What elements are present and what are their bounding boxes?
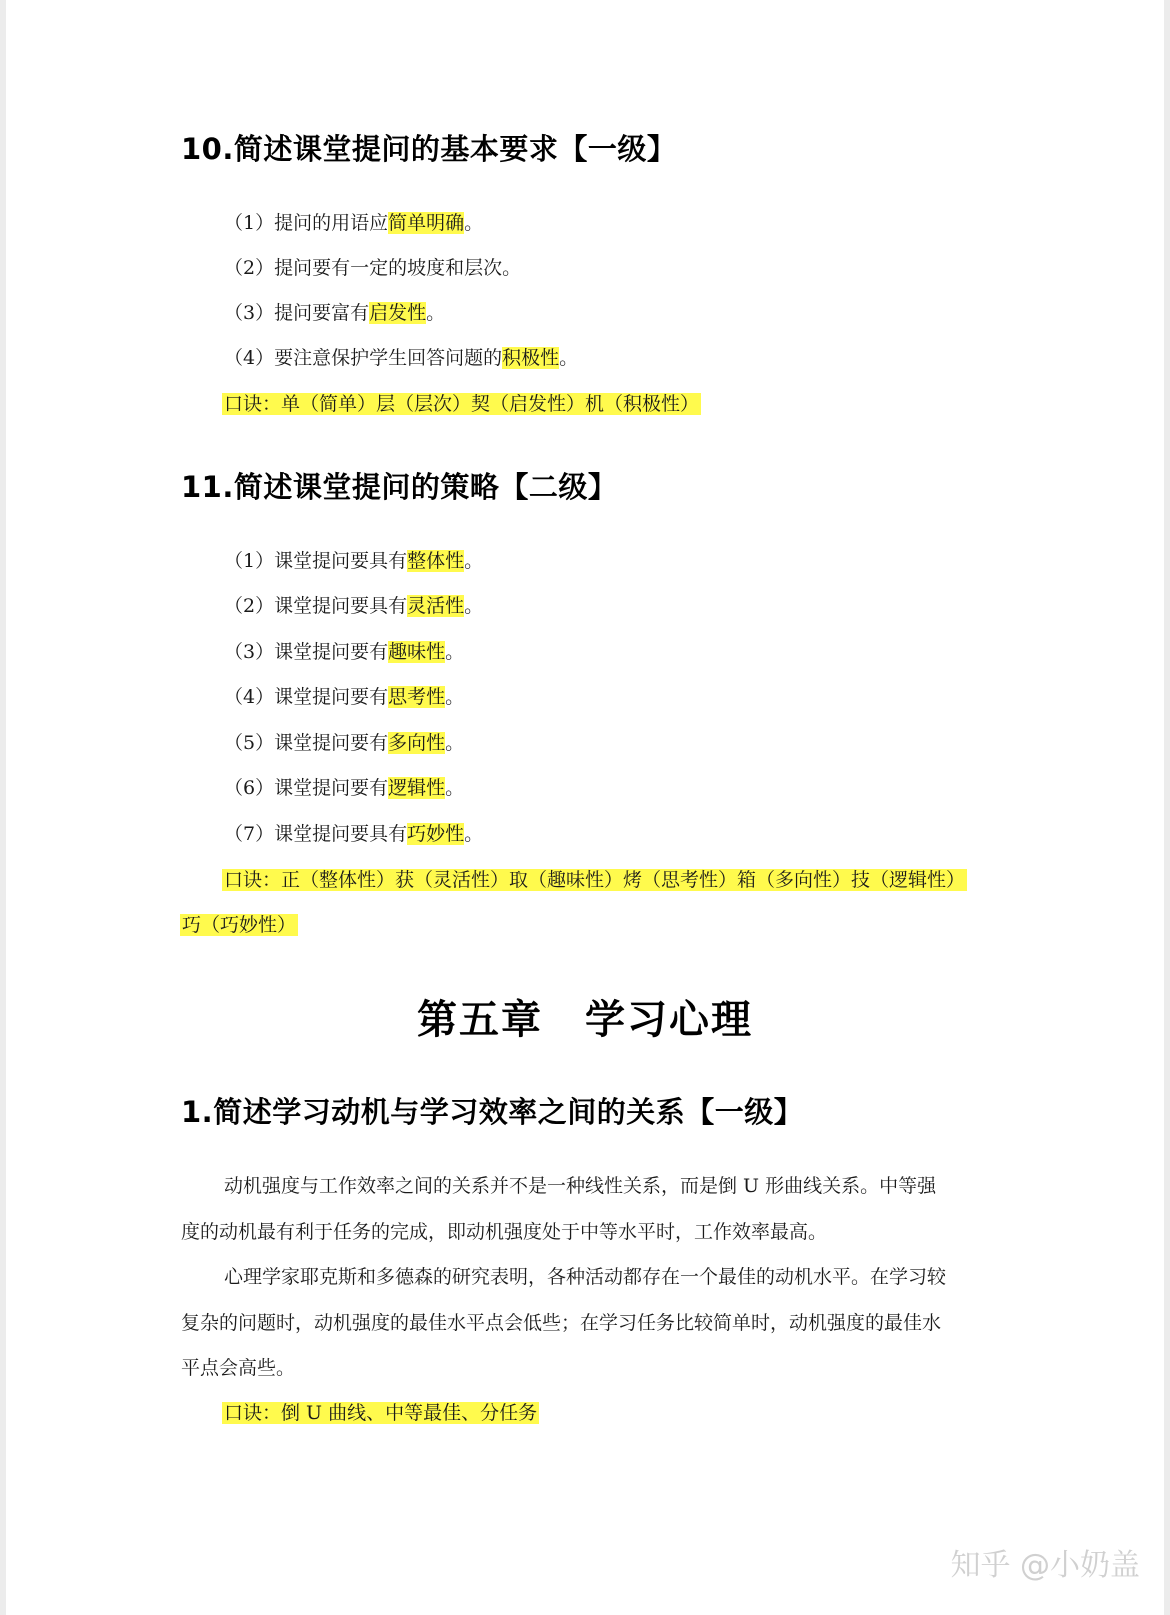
item-punct: 。: [445, 777, 465, 799]
item-text: （6）课堂提问要有: [224, 777, 389, 799]
s10-mnemonic: [222, 391, 701, 417]
item-text: （2）提问要有一定的坡度和层次。: [224, 257, 522, 279]
s10-item-1: [224, 210, 483, 236]
s11-mnemonic-line-2: [180, 912, 298, 938]
item-punct: 。: [559, 347, 579, 369]
item-punct: 。: [464, 823, 484, 845]
s1-mnemonic: [222, 1400, 539, 1426]
mnemonic-text: 口诀：倒 U 曲线、中等最佳、分任务: [224, 1402, 538, 1424]
s1-paragraph-1-line-2: 度的动机最有利于任务的完成，即动机强度处于中等水平时，工作效率最高。: [181, 1221, 828, 1243]
item-text: （2）课堂提问要具有: [224, 595, 408, 617]
item-text: （7）课堂提问要具有: [224, 823, 408, 845]
item-text: （4）课堂提问要有: [224, 686, 389, 708]
chapter-title: 第五章 学习心理: [417, 996, 753, 1043]
highlight-keyword: 趣味性: [388, 641, 446, 663]
mnemonic-text: 巧（巧妙性）: [182, 914, 297, 936]
item-text: （5）课堂提问要有: [224, 732, 389, 754]
item-punct: 。: [464, 212, 484, 234]
highlight-keyword: 多向性: [388, 732, 446, 754]
highlight-keyword: 整体性: [407, 550, 465, 572]
page-edge-left: [0, 0, 6, 1615]
item-punct: 。: [426, 302, 446, 324]
s11-item-4: [224, 684, 464, 710]
highlight-keyword: 灵活性: [407, 595, 465, 617]
s11-item-7: [224, 821, 483, 847]
page-edge-right: [1164, 0, 1170, 1615]
s11-item-6: [224, 775, 464, 801]
s10-item-3: [224, 300, 445, 326]
highlight-keyword: 思考性: [388, 686, 446, 708]
s11-item-2: [224, 593, 483, 619]
s11-item-1: [224, 548, 483, 574]
s10-item-2: [224, 255, 521, 281]
highlight-keyword: 逻辑性: [388, 777, 446, 799]
mnemonic-text: 口诀：单（简单）层（层次）契（启发性）机（积极性）: [224, 393, 700, 415]
item-text: （3）课堂提问要有: [224, 641, 389, 663]
s11-item-5: [224, 730, 464, 756]
highlight-keyword: 简单明确: [388, 212, 465, 234]
item-punct: 。: [464, 595, 484, 617]
item-punct: 。: [464, 550, 484, 572]
item-punct: 。: [445, 686, 465, 708]
mnemonic-text: 口诀：正（整体性）获（灵活性）取（趣味性）烤（思考性）箱（多向性）技（逻辑性）: [224, 869, 966, 891]
section-11-heading: 11.简述课堂提问的策略【二级】: [181, 470, 618, 504]
s1-paragraph-1-line-1: 动机强度与工作效率之间的关系并不是一种线性关系，而是倒 U 形曲线关系。中等强: [224, 1175, 937, 1197]
item-punct: 。: [445, 641, 465, 663]
section-1-heading: 1.简述学习动机与学习效率之间的关系【一级】: [181, 1095, 804, 1129]
s1-paragraph-2-line-3: 平点会高些。: [181, 1357, 296, 1379]
s11-mnemonic-line-1: [222, 867, 967, 893]
s10-item-4: [224, 345, 578, 371]
section-10-heading: 10.简述课堂提问的基本要求【一级】: [181, 132, 677, 166]
highlight-keyword: 巧妙性: [407, 823, 465, 845]
highlight-keyword: 积极性: [502, 347, 560, 369]
s1-paragraph-2-line-1: 心理学家耶克斯和多德森的研究表明，各种活动都存在一个最佳的动机水平。在学习较: [224, 1266, 947, 1288]
s1-paragraph-2-line-2: 复杂的问题时，动机强度的最佳水平点会低些；在学习任务比较简单时，动机强度的最佳水: [181, 1312, 942, 1334]
zhihu-watermark: 知乎 @小奶盖: [950, 1548, 1140, 1583]
item-punct: 。: [445, 732, 465, 754]
item-text: （4）要注意保护学生回答问题的: [224, 347, 503, 369]
item-text: （1）提问的用语应: [224, 212, 389, 234]
item-text: （3）提问要富有: [224, 302, 370, 324]
s11-item-3: [224, 639, 464, 665]
item-text: （1）课堂提问要具有: [224, 550, 408, 572]
highlight-keyword: 启发性: [369, 302, 427, 324]
